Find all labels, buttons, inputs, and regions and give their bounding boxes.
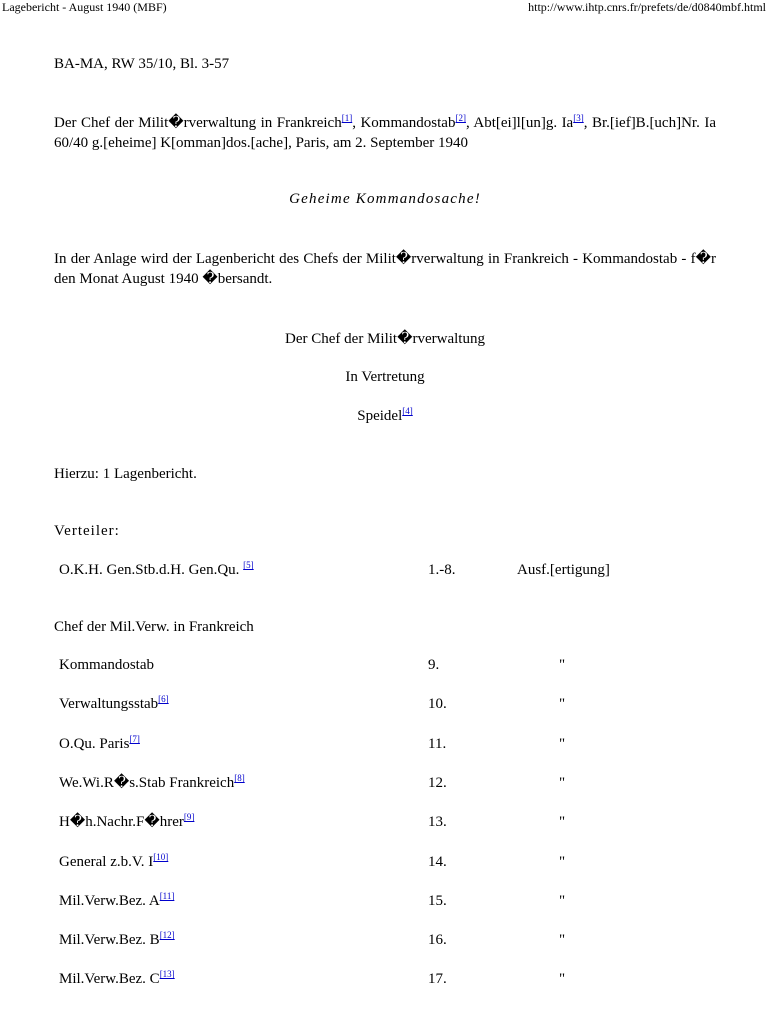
note-cell: " [559, 893, 566, 909]
note-cell: " [559, 775, 566, 791]
footnote-link-1[interactable]: [1] [341, 113, 353, 123]
recipient-cell [59, 852, 168, 872]
recipient-text: We.Wi.R�s.Stab Frankreich [59, 775, 235, 791]
distribution-row [54, 734, 716, 754]
print-header [0, 0, 768, 14]
recipient-cell [59, 930, 175, 950]
recipient-text: Mil.Verw.Bez. C [59, 971, 160, 987]
intro-text-1: Der Chef der Milit�rverwaltung in Frankreich [54, 115, 342, 131]
intro-text-4: , Br.[ief]B.[uch]Nr. Ia 60/40 g.[eheime] K[omman]dos.[ache], Paris, am 2. September 1940 [54, 115, 716, 151]
intro-text-3: , Abt[ei]l[un]g. Ia [465, 115, 574, 131]
distribution-group-heading: Chef der Mil.Verw. in Frankreich [54, 619, 254, 635]
distribution-row [54, 694, 716, 714]
footnote-link-3[interactable]: [3] [573, 113, 584, 123]
footnote-link[interactable]: [9] [183, 812, 195, 822]
recipient-text: O.K.H. Gen.Stb.d.H. Gen.Qu. [59, 562, 244, 578]
distribution-row [54, 560, 716, 580]
copies-cell: 9. [428, 657, 440, 673]
footnote-link[interactable]: [7] [129, 734, 140, 744]
copies-cell: 12. [428, 775, 447, 791]
note-cell: " [559, 736, 566, 752]
copies-cell: 17. [428, 971, 447, 987]
note-cell: " [559, 696, 566, 712]
footnote-link-5[interactable]: [5] [243, 560, 254, 570]
note-cell: " [559, 814, 566, 830]
note-cell: " [559, 971, 566, 987]
copies-cell: 1.-8. [428, 562, 456, 578]
note-cell: " [559, 657, 566, 673]
recipient-cell [59, 694, 169, 714]
recipient-text: H�h.Nachr.F�hrer [59, 814, 184, 830]
copies-cell: 16. [428, 932, 447, 948]
distribution-row [54, 969, 716, 989]
distribution-row [54, 773, 716, 793]
recipient-text: Mil.Verw.Bez. B [59, 932, 160, 948]
footnote-link-4[interactable]: [4] [402, 406, 413, 416]
copies-cell: 10. [428, 696, 447, 712]
signature-name-text: Speidel [357, 408, 403, 424]
footnote-link[interactable]: [13] [159, 969, 175, 979]
note-cell: " [559, 854, 566, 870]
recipient-cell [59, 812, 194, 832]
body-paragraph: In der Anlage wird der Lagenbericht des Chefs der Milit�rverwaltung in Frankreich - Kommandostab - f�r den Monat August 1940 �bersandt. [54, 251, 716, 287]
recipient-text: General z.b.V. I [59, 854, 154, 870]
distribution-row [54, 930, 716, 950]
print-header-title: Lagebericht - August 1940 (MBF) [2, 0, 167, 14]
secret-title: Geheime Kommandosache! [289, 191, 481, 207]
recipient-cell [59, 969, 175, 989]
recipient-text: O.Qu. Paris [59, 736, 130, 752]
signature-line-2: In Vertretung [345, 369, 425, 385]
recipient-cell [59, 560, 254, 580]
distribution-row [54, 812, 716, 832]
footnote-link[interactable]: [11] [159, 891, 175, 901]
intro-paragraph [54, 113, 716, 153]
recipient-cell [59, 655, 154, 675]
distribution-row [54, 891, 716, 911]
intro-text-2: , Kommandostab [352, 115, 456, 131]
footnote-link[interactable]: [10] [153, 852, 169, 862]
recipient-cell [59, 734, 140, 754]
recipient-text: Mil.Verw.Bez. A [59, 893, 160, 909]
copies-cell: 11. [428, 736, 447, 752]
recipient-cell [59, 891, 174, 911]
enclosure-note: Hierzu: 1 Lagenbericht. [54, 466, 197, 482]
print-header-url: http://www.ihtp.cnrs.fr/prefets/de/d0840mbf.html [528, 0, 766, 14]
footnote-link[interactable]: [6] [158, 694, 169, 704]
signature-line-1: Der Chef der Milit�rverwaltung [285, 331, 485, 347]
footnote-link-2[interactable]: [2] [455, 113, 466, 123]
distribution-row [54, 655, 716, 675]
archive-reference: BA-MA, RW 35/10, Bl. 3-57 [54, 56, 230, 72]
recipient-text: Verwaltungsstab [59, 696, 159, 712]
copies-cell: 14. [428, 854, 447, 870]
footnote-link[interactable]: [12] [159, 930, 175, 940]
distribution-heading: Verteiler: [54, 523, 120, 539]
distribution-row [54, 852, 716, 872]
signature-name [54, 406, 716, 426]
copies-cell: 15. [428, 893, 447, 909]
copies-cell: 13. [428, 814, 447, 830]
note-cell: Ausf.[ertigung] [517, 562, 610, 578]
recipient-cell [59, 773, 245, 793]
recipient-text: Kommandostab [59, 657, 154, 673]
note-cell: " [559, 932, 566, 948]
footnote-link[interactable]: [8] [234, 773, 245, 783]
